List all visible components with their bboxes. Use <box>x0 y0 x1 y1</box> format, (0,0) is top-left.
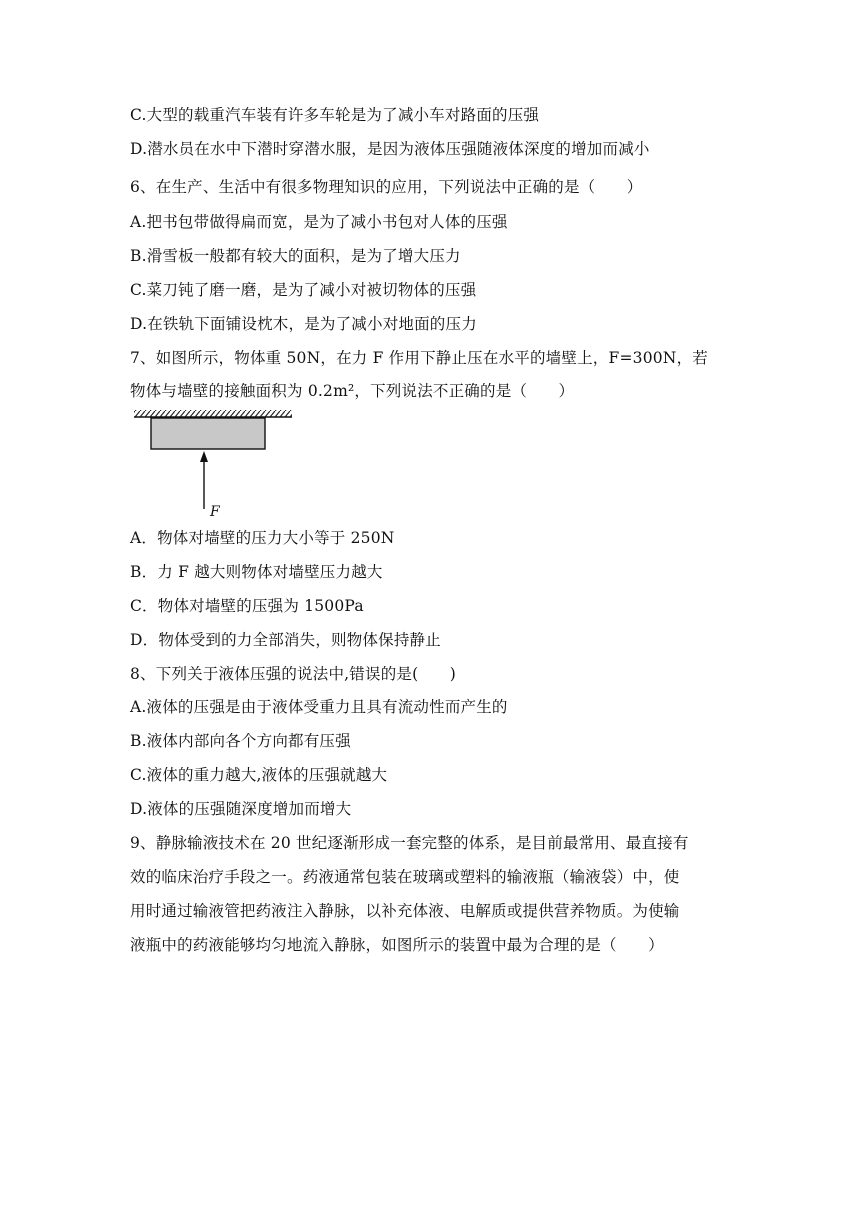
option-d: D.液体的压强随深度增加而增大 <box>130 800 352 818</box>
option-d: D．物体受到的力全部消失，则物体保持静止 <box>130 631 441 649</box>
block <box>151 418 265 449</box>
question-7-stem-cont: 物体与墙壁的接触面积为 0.2m²，下列说法不正确的是（ ） <box>130 382 575 400</box>
force-arrow-head <box>200 451 208 462</box>
option-d: D.在铁轨下面铺设枕木，是为了减小对地面的压力 <box>130 315 477 333</box>
option-b: B.液体内部向各个方向都有压强 <box>130 732 351 750</box>
question-9-stem-cont: 用时通过输液管把药液注入静脉，以补充体液、电解质或提供营养物质。为使输 <box>130 902 680 920</box>
option-c: C.液体的重力越大,液体的压强就越大 <box>130 766 388 784</box>
option-c: C.菜刀钝了磨一磨，是为了减小对被切物体的压强 <box>130 281 477 299</box>
force-label: F <box>210 504 220 520</box>
force-diagram <box>130 405 300 525</box>
question-9-stem: 9、静脉输液技术在 20 世纪逐渐形成一套完整的体系，是目前最常用、最直接有 <box>130 834 689 852</box>
question-line: C.大型的载重汽车装有许多车轮是为了减小车对路面的压强 <box>130 106 540 124</box>
question-6-stem: 6、在生产、生活中有很多物理知识的应用，下列说法中正确的是（ ） <box>130 178 643 196</box>
option-b: B．力 F 越大则物体对墙壁压力越大 <box>130 563 383 581</box>
option-a: A.液体的压强是由于液体受重力且具有流动性而产生的 <box>130 698 508 716</box>
option-b: B.滑雪板一般都有较大的面积，是为了增大压力 <box>130 247 461 265</box>
question-9-stem-cont: 效的临床治疗手段之一。药液通常包装在玻璃或塑料的输液瓶（输液袋）中，使 <box>130 868 680 886</box>
question-line: D.潜水员在水中下潜时穿潜水服，是因为液体压强随液体深度的增加而减小 <box>130 140 650 158</box>
option-a: A.把书包带做得扁而宽，是为了减小书包对人体的压强 <box>130 213 508 231</box>
option-a: A．物体对墙壁的压力大小等于 250N <box>130 529 395 547</box>
option-c: C．物体对墙壁的压强为 1500Pa <box>130 597 364 615</box>
wall-hatching <box>134 410 292 417</box>
question-8-stem: 8、下列关于液体压强的说法中,错误的是( ) <box>130 665 456 683</box>
question-7-stem: 7、如图所示，物体重 50N，在力 F 作用下静止压在水平的墙壁上，F=300N，若 <box>130 349 708 367</box>
question-9-stem-cont: 液瓶中的药液能够均匀地流入静脉，如图所示的装置中最为合理的是（ ） <box>130 936 664 954</box>
